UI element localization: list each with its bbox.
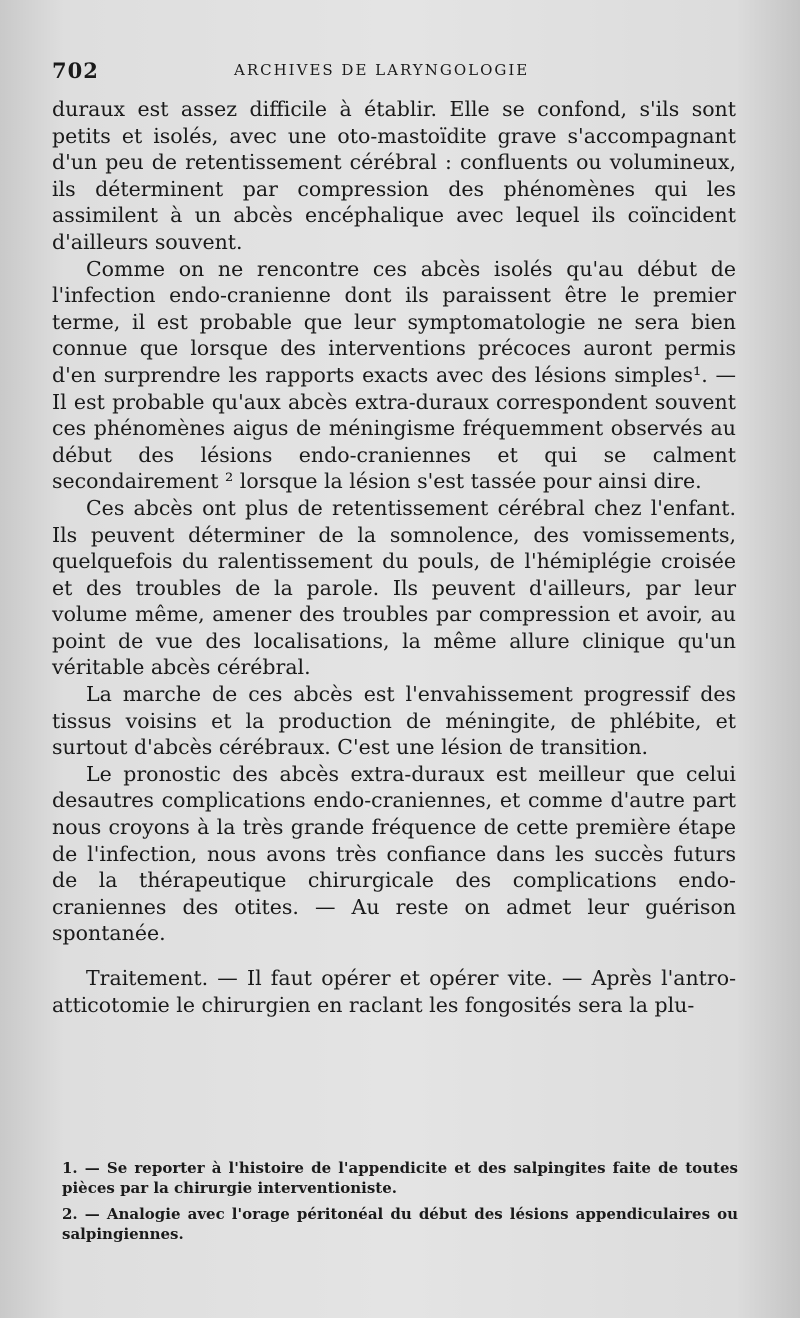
footnote-separator: [52, 1138, 736, 1139]
paragraph-1: duraux est assez difficile à établir. Elle se confond, s'ils sont petits et isolés, avec une oto-mastoïdite grave s'accompagnant d'un peu de retentissement cérébral : confluents ou volumineux, ils déterminent par compression des phénomènes qui les assimilent à un abcès encéphalique avec lequel ils coïncident d'ailleurs souvent.: [52, 97, 736, 254]
footnotes: [62, 1158, 738, 1250]
page-number: 702: [52, 58, 99, 83]
paragraph-5: Le pronostic des abcès extra-duraux est meilleur que celui desautres complications endo-craniennes, et comme d'autre part nous croyons à la très grande fréquence de cette première étape de l'infection, nous avons très confiance dans les succès futurs de la thérapeutique chirurgicale des complications endo-craniennes des otites. — Au reste on admet leur guérison spontanée.: [52, 761, 736, 946]
paragraph-4: La marche de ces abcès est l'envahissement progressif des tissus voisins et la production de méningite, de phlébite, et surtout d'abcès cérébraux. C'est une lésion de transition.: [52, 682, 736, 760]
body-text: [52, 96, 736, 1018]
paragraph-treatment: Traitement. — Il faut opérer et opérer vite. — Après l'antro-atticotomie le chirurgien en raclant les fongosités sera la plu-: [52, 966, 736, 1017]
footnote-1: 1. — Se reporter à l'histoire de l'appendicite et des salpingites faite de toutes pièces par la chirurgie interventioniste.: [62, 1159, 738, 1197]
footnote-2: 2. — Analogie avec l'orage péritonéal du début des lésions appendiculaires ou salpingiennes.: [62, 1205, 738, 1243]
paragraph-2: Comme on ne rencontre ces abcès isolés qu'au début de l'infection endo-cranienne dont ils paraissent être le premier terme, il est probable que leur symptomatologie ne sera bien connue que lorsque des interventions précoces auront permis d'en surprendre les rapports exacts avec des lésions simples¹. — Il est probable qu'aux abcès extra-duraux correspondent souvent ces phénomènes aigus de méningisme fréquemment observés au début des lésions endo-craniennes et qui se calment secondairement ² lorsque la lésion s'est tassée pour ainsi dire.: [52, 256, 736, 494]
page-header: [52, 58, 740, 88]
running-head: ARCHIVES DE LARYNGOLOGIE: [234, 61, 530, 79]
paragraph-3: Ces abcès ont plus de retentissement cérébral chez l'enfant. Ils peuvent déterminer de la somnolence, des vomissements, quelquefois du ralentissement du pouls, de l'hémiplégie croisée et des troubles de la parole. Ils peuvent d'ailleurs, par leur volume même, amener des troubles par compression et avoir, au point de vue des localisations, la même allure clinique qu'un véritable abcès cérébral.: [52, 495, 736, 680]
